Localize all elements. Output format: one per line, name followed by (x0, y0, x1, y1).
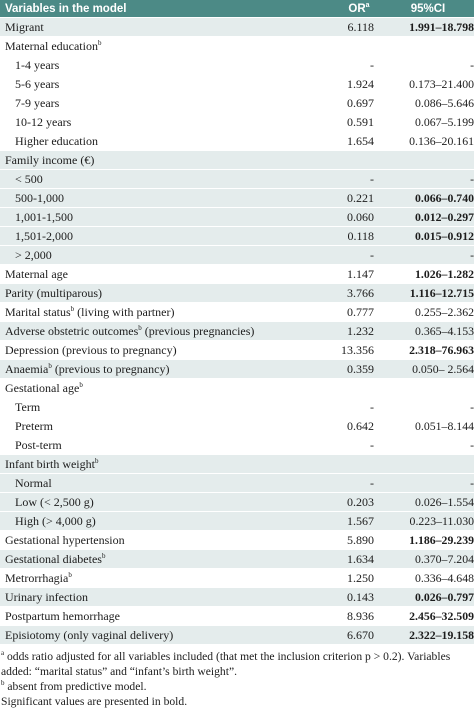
footnote-a-mark: a (1, 649, 5, 658)
row-or: 1.654 (347, 134, 374, 148)
table-row (0, 322, 474, 341)
row-ci: 0.365–4.153 (415, 324, 474, 338)
row-label (15, 474, 345, 492)
row-label-sup: b (138, 324, 142, 332)
row-ci: 2.318–76.963 (409, 343, 474, 357)
row-or: - (370, 58, 374, 72)
row-label (15, 246, 345, 264)
table-row (0, 417, 474, 436)
row-label-text: 1,001-1,500 (15, 210, 73, 224)
row-label (15, 208, 345, 226)
footnote-significance: Significant values are presented in bold. (1, 695, 188, 708)
row-or: - (370, 248, 374, 262)
table-row (0, 208, 474, 227)
row-label (15, 189, 345, 207)
row-label-text: 1,501-2,000 (15, 229, 73, 243)
row-or: 0.143 (347, 590, 374, 604)
row-or: 1.924 (347, 77, 374, 91)
row-ci: 0.223–11.030 (409, 514, 474, 528)
footnote-b-mark: b (1, 679, 5, 688)
row-or: 0.118 (347, 229, 374, 243)
table-row (0, 398, 474, 417)
table-row (0, 607, 474, 626)
table-row (0, 569, 474, 588)
row-label-text: Episiotomy (only vaginal delivery) (5, 628, 174, 642)
table-row (0, 94, 474, 113)
row-label (5, 379, 335, 397)
table-row (0, 588, 474, 607)
row-ci: - (470, 58, 474, 72)
row-label-sup: b (97, 39, 102, 47)
row-label (15, 132, 345, 150)
row-ci: 0.136–20.161 (409, 134, 474, 148)
row-ci: - (470, 476, 474, 490)
table-row (0, 474, 474, 493)
row-or: - (370, 400, 374, 414)
row-ci: - (470, 248, 474, 262)
row-label-text: Preterm (15, 419, 53, 433)
row-label-text: 5-6 years (15, 77, 60, 91)
row-or: 0.697 (347, 96, 374, 110)
row-ci: 0.067–5.199 (415, 115, 474, 129)
header-or-text: OR (348, 3, 366, 15)
row-label-text: Parity (multiparous) (5, 286, 102, 300)
row-label-text: Gestational diabetes (5, 552, 102, 566)
table-header (0, 0, 474, 18)
row-label-text: Anaemia (5, 362, 49, 376)
row-label-text: Adverse obstetric outcomes (5, 324, 139, 338)
footnote-a-text: odds ratio adjusted for all variables included (that met the inclusion criterion p > 0.2). Variables added: “marital status” and “infant’s birth weight”. (1, 650, 451, 678)
row-label-text: Urinary infection (5, 590, 88, 604)
row-or: - (370, 438, 374, 452)
table-row (0, 151, 474, 170)
table-row (0, 455, 474, 474)
row-label-text: 500-1,000 (15, 191, 64, 205)
row-label-text: 10-12 years (15, 115, 72, 129)
table-row (0, 284, 474, 303)
row-ci: 1.186–29.239 (409, 533, 474, 547)
row-label (5, 303, 335, 321)
row-label-sup: b (94, 457, 99, 465)
row-ci: - (470, 438, 474, 452)
table-row (0, 341, 474, 360)
row-label (5, 569, 335, 587)
row-label (5, 151, 335, 169)
table-row (0, 75, 474, 94)
table-row (0, 246, 474, 265)
row-label (5, 531, 335, 549)
row-label-text: 7-9 years (15, 96, 60, 110)
row-or: 0.591 (347, 115, 374, 129)
table-row (0, 531, 474, 550)
table-row (0, 37, 474, 56)
header-ci: 95%CI (410, 3, 446, 15)
footnotes (0, 645, 474, 709)
row-label-suffix: (previous to pregnancy) (51, 362, 170, 376)
table-row (0, 626, 474, 645)
row-ci: 2.322–19.158 (409, 628, 474, 642)
row-ci: 1.116–12.715 (409, 286, 474, 300)
row-label (15, 113, 345, 131)
row-or: 0.777 (347, 305, 374, 319)
row-label-sup: b (79, 381, 83, 389)
row-label (15, 227, 345, 245)
table-row (0, 493, 474, 512)
row-label (5, 322, 335, 340)
row-label (5, 341, 335, 359)
row-label (5, 588, 335, 606)
row-label-text: Post-term (15, 438, 62, 452)
row-label (15, 56, 345, 74)
row-label-sup: b (68, 571, 72, 579)
row-label (5, 18, 335, 36)
row-label-text: Infant birth weight (5, 457, 95, 471)
row-or: 13.356 (341, 343, 374, 357)
table-row (0, 265, 474, 284)
row-label-text: Gestational hypertension (5, 533, 125, 547)
row-label-suffix: (living with partner) (74, 305, 175, 319)
row-ci: 0.370–7.204 (415, 552, 474, 566)
row-ci: - (470, 172, 474, 186)
table-row (0, 303, 474, 322)
row-ci: - (470, 400, 474, 414)
table-row (0, 189, 474, 208)
row-ci: 0.173–21.400 (409, 77, 474, 91)
row-ci: 1.026–1.282 (415, 267, 474, 281)
row-ci: 0.050– 2.564 (412, 362, 474, 376)
row-or: 1.250 (347, 571, 374, 585)
table-row (0, 512, 474, 531)
row-or: 6.118 (347, 20, 374, 34)
row-label (15, 512, 345, 530)
row-label-text: < 500 (15, 172, 43, 186)
row-label-text: Maternal education (5, 39, 98, 53)
footnote-b (1, 679, 474, 694)
row-ci: 0.026–0.797 (415, 590, 474, 604)
row-label-text: High (> 4,000 g) (15, 514, 96, 528)
row-or: 5.890 (347, 533, 374, 547)
table-row (0, 360, 474, 379)
row-or: 6.670 (347, 628, 374, 642)
row-ci: 2.456–32.509 (409, 609, 474, 623)
row-ci: 0.051–8.144 (415, 419, 474, 433)
footnote-b-text: absent from predictive model. (4, 680, 147, 693)
row-label (5, 455, 335, 473)
row-or: - (370, 476, 374, 490)
row-label-suffix: (previous pregnancies) (141, 324, 255, 338)
row-or: 8.936 (347, 609, 374, 623)
row-label-text: Maternal age (5, 267, 68, 281)
table-row (0, 379, 474, 398)
row-label-sup: b (48, 362, 52, 370)
table-row (0, 170, 474, 189)
row-or: - (370, 172, 374, 186)
row-label-text: 1-4 years (15, 58, 60, 72)
row-label-text: Low (< 2,500 g) (15, 495, 94, 509)
table-row (0, 18, 474, 37)
table-row (0, 550, 474, 569)
header-or-sup: a (365, 2, 370, 10)
table-row (0, 56, 474, 75)
row-or: 0.642 (347, 419, 374, 433)
row-ci: 0.026–1.554 (415, 495, 474, 509)
table-row (0, 436, 474, 455)
row-label-text: Depression (previous to pregnancy) (5, 343, 177, 357)
row-label (5, 360, 335, 378)
row-label (15, 94, 345, 112)
row-label-text: Marital status (5, 305, 71, 319)
row-or: 0.060 (347, 210, 374, 224)
row-ci: 0.066–0.740 (415, 191, 474, 205)
header-or (340, 0, 378, 18)
row-label (5, 550, 335, 568)
table-row (0, 132, 474, 151)
row-label (15, 398, 345, 416)
row-ci: 0.336–4.648 (415, 571, 474, 585)
row-ci: 0.086–5.646 (415, 96, 474, 110)
row-or: 1.567 (347, 514, 374, 528)
row-label-text: Term (15, 400, 41, 414)
row-ci: 1.991–18.798 (409, 20, 474, 34)
row-label (5, 37, 335, 55)
row-or: 0.221 (347, 191, 374, 205)
row-ci: 0.255–2.362 (415, 305, 474, 319)
table-row (0, 113, 474, 132)
row-label-text: Higher education (15, 134, 98, 148)
row-label (15, 170, 345, 188)
row-label-sup: b (101, 552, 106, 560)
row-label (15, 75, 345, 93)
row-or: 1.147 (347, 267, 374, 281)
row-label-text: Migrant (5, 20, 44, 34)
row-label-text: Normal (15, 476, 52, 490)
row-label (5, 626, 335, 644)
row-or: 3.766 (347, 286, 374, 300)
row-label (5, 284, 335, 302)
row-or: 0.203 (347, 495, 374, 509)
row-or: 0.359 (347, 362, 374, 376)
header-variables: Variables in the model (5, 3, 127, 15)
row-label (5, 607, 335, 625)
row-ci: 0.015–0.912 (415, 229, 474, 243)
row-label-text: Metrorrhagia (5, 571, 69, 585)
row-label (5, 265, 335, 283)
row-or: 1.232 (347, 324, 374, 338)
table-row (0, 227, 474, 246)
row-label-sup: b (70, 305, 75, 313)
row-label (15, 436, 345, 454)
row-label-text: Postpartum hemorrhage (5, 609, 120, 623)
row-or: 1.634 (347, 552, 374, 566)
table-body (0, 18, 474, 645)
row-label (15, 493, 345, 511)
row-ci: 0.012–0.297 (415, 210, 474, 224)
row-label-text: Family income (€) (5, 153, 95, 167)
row-label-text: Gestational age (5, 381, 80, 395)
row-label (15, 417, 345, 435)
row-label-text: > 2,000 (15, 248, 52, 262)
